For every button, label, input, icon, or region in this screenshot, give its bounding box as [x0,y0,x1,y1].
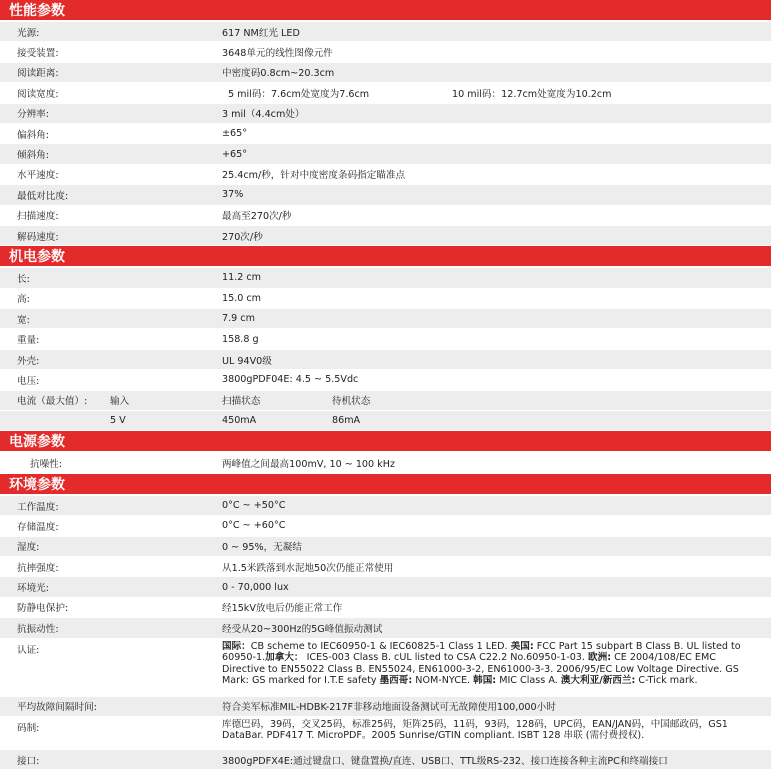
spec-row [0,453,771,473]
spec-row [0,516,771,536]
power-table [0,453,771,473]
cert-detail: CB scheme to IEC60950-1 & IEC60825-1 Class 1 LED. [250,640,511,652]
spec-label: 防静电保护: [17,603,69,615]
cert-region: 国际： [222,640,251,652]
spec-label: 分辨率: [17,109,50,121]
spec-row [0,618,771,638]
spec-row [0,577,771,597]
spec-label: 抗振动性: [17,623,59,635]
spec-label: 扫描速度: [17,211,59,223]
spec-value: 7.9 cm [222,313,255,325]
current-head-input: 输入 [110,396,130,408]
spec-label: 接受装置: [17,48,59,60]
spec-value: 0 - 70,000 lux [222,581,289,593]
spec-value: 3 mil（4.4cm处） [222,109,305,121]
spec-label: 平均故障间隔时间: [17,702,97,714]
section-header-performance: 性能参数 [0,0,771,22]
spec-value: 两峰值之间最高100mV, 10 ~ 100 kHz [222,459,395,471]
spec-value: 11.2 cm [222,272,262,284]
spec-label: 宽: [17,314,30,326]
spec-value: 3800gPDFX4E:通过键盘口、键盘置换/直连、USB口、TTL级RS-232、接口连接各种主流PC和终端接口 [222,755,668,767]
spec-row [0,42,771,62]
certification-row [0,639,771,697]
spec-label: 码制: [17,722,40,734]
certification-text [222,641,771,687]
spec-row [0,598,771,618]
spec-row [0,289,771,309]
spec-row [0,144,771,164]
cert-region: 墨西哥: [379,675,413,687]
section-header-power: 电源参数 [0,431,771,453]
cert-region: 欧洲: [588,652,612,664]
spec-label: 最低对比度: [17,190,69,202]
spec-value: 经15kV放电后仍能正常工作 [222,603,343,615]
spec-label: 长: [17,273,30,285]
spec-row [0,537,771,557]
spec-value: 0°C ~ +50°C [222,500,286,511]
spec-row [0,185,771,205]
spec-row [0,557,771,577]
spec-row [0,496,771,516]
spec-row [0,63,771,83]
section-header-environment: 环境参数 [0,474,771,496]
spec-value: ±65° [222,128,248,140]
spec-row [0,350,771,370]
spec-value: 中密度码0.8cm~20.3cm [222,68,335,80]
read-width-10mil: 10 mil码：12.7cm处宽度为10.2cm [452,88,612,100]
spec-value: 从1.5米跌落到水泥地50次仍能正常使用 [222,562,394,574]
spec-label: 抗噪性: [30,459,63,471]
current-value-row [0,411,771,431]
cert-region: 澳大利亚/新西兰: [560,675,636,687]
cert-detail: ICES-003 Class B. cUL listed to CSA C22.2 No.60950-1-03. [303,652,589,664]
spec-row [0,165,771,185]
spec-value: 15.0 cm [222,292,262,304]
current-label: 电流（最大值）: [17,396,88,408]
spec-value: 270次/秒 [222,231,263,243]
spec-label: 高: [17,294,30,306]
spec-value: UL 94V0级 [222,355,272,367]
section-header-mechanical: 机电参数 [0,246,771,268]
spec-row [0,22,771,42]
spec-label: 认证: [17,644,40,656]
current-val-scan: 450mA [222,415,257,427]
spec-label: 外壳: [17,355,40,367]
symbology-row [0,717,771,750]
mechanical-table [0,268,771,431]
current-head-scan: 扫描状态 [222,396,261,408]
environment-table [0,496,771,770]
cert-detail: C-Tick mark. [635,675,698,687]
spec-label: 存储温度: [17,521,59,533]
spec-label: 倾斜角: [17,150,50,162]
current-header-row [0,391,771,411]
spec-value: 经受从20~300Hz的5G峰值振动测试 [222,623,383,635]
spec-value [222,86,771,100]
spec-label: 接口: [17,755,40,767]
cert-region: 美国: [510,640,534,652]
spec-label: 抗摔强度: [17,562,59,574]
spec-value: 3800gPDF04E: 4.5 ~ 5.5Vdc [222,374,359,386]
current-val-standby: 86mA [332,415,361,427]
spec-value: +65° [222,148,248,160]
spec-row [0,206,771,226]
spec-value: 158.8 g [222,333,259,345]
spec-row [0,226,771,246]
spec-label: 解码速度: [17,231,59,243]
spec-row [0,329,771,349]
cert-region: 加拿大： [265,652,304,664]
spec-value: 0 ~ 95%，无凝结 [222,542,302,554]
spec-row [0,309,771,329]
spec-label: 电压: [17,375,40,387]
spec-value: 617 NM红光 LED [222,27,300,39]
spec-value: 最高至270次/秒 [222,211,292,223]
performance-table [0,22,771,246]
spec-row [0,268,771,288]
cert-detail: NOM-NYCE. [412,675,474,687]
read-width-5mil: 5 mil码：7.6cm处宽度为7.6cm [228,88,370,100]
spec-label: 偏斜角: [17,129,50,141]
cert-detail: CE 2004/108/EC EMC Directive to EN55022 Class B. EN55024, EN61000-3-2, EN61000-3-3. 2006/95/EC Low Voltage Directive. GS Mark: GS marked for I.T.E safety [222,652,739,687]
spec-row [0,83,771,103]
spec-label: 湿度: [17,542,40,554]
spec-value: 3648单元的线性图像元件 [222,48,333,60]
spec-label: 重量: [17,335,40,347]
current-head-standby: 待机状态 [332,396,371,408]
spec-label: 工作温度: [17,501,59,513]
spec-row [0,370,771,390]
spec-value: 库德巴码，39码，交叉25码，标准25码，矩阵25码，11码，93码，128码，UPC码，EAN/JAN码，中国邮政码，GS1 DataBar. PDF417 T. MicroPDF。2005 Sunrise/GTIN compliant. ISBT 128 串联 (需付费授权). [222,718,728,742]
spec-value: 37% [222,189,244,201]
cert-detail: FCC Part 15 subpart B Class B. UL listed to 60950-1. [222,640,741,664]
spec-label: 阅读宽度: [17,88,59,100]
interface-row [0,750,771,770]
current-val-input: 5 V [110,415,126,427]
spec-label: 光源: [17,27,40,39]
mtbf-row [0,697,771,717]
cert-detail: MIC Class A. [496,675,561,687]
cert-region: 韩国: [473,675,497,687]
spec-value: 25.4cm/秒，针对中度密度条码指定瞄准点 [222,170,406,182]
spec-row [0,104,771,124]
spec-value: 0°C ~ +60°C [222,520,286,532]
spec-label: 阅读距离: [17,68,59,80]
spec-label: 环境光: [17,583,50,595]
spec-row [0,124,771,144]
spec-value: 符合美军标准MIL-HDBK-217F非移动地面设备测试可无故障使用100,000小时 [222,702,556,714]
spec-label: 水平速度: [17,170,59,182]
